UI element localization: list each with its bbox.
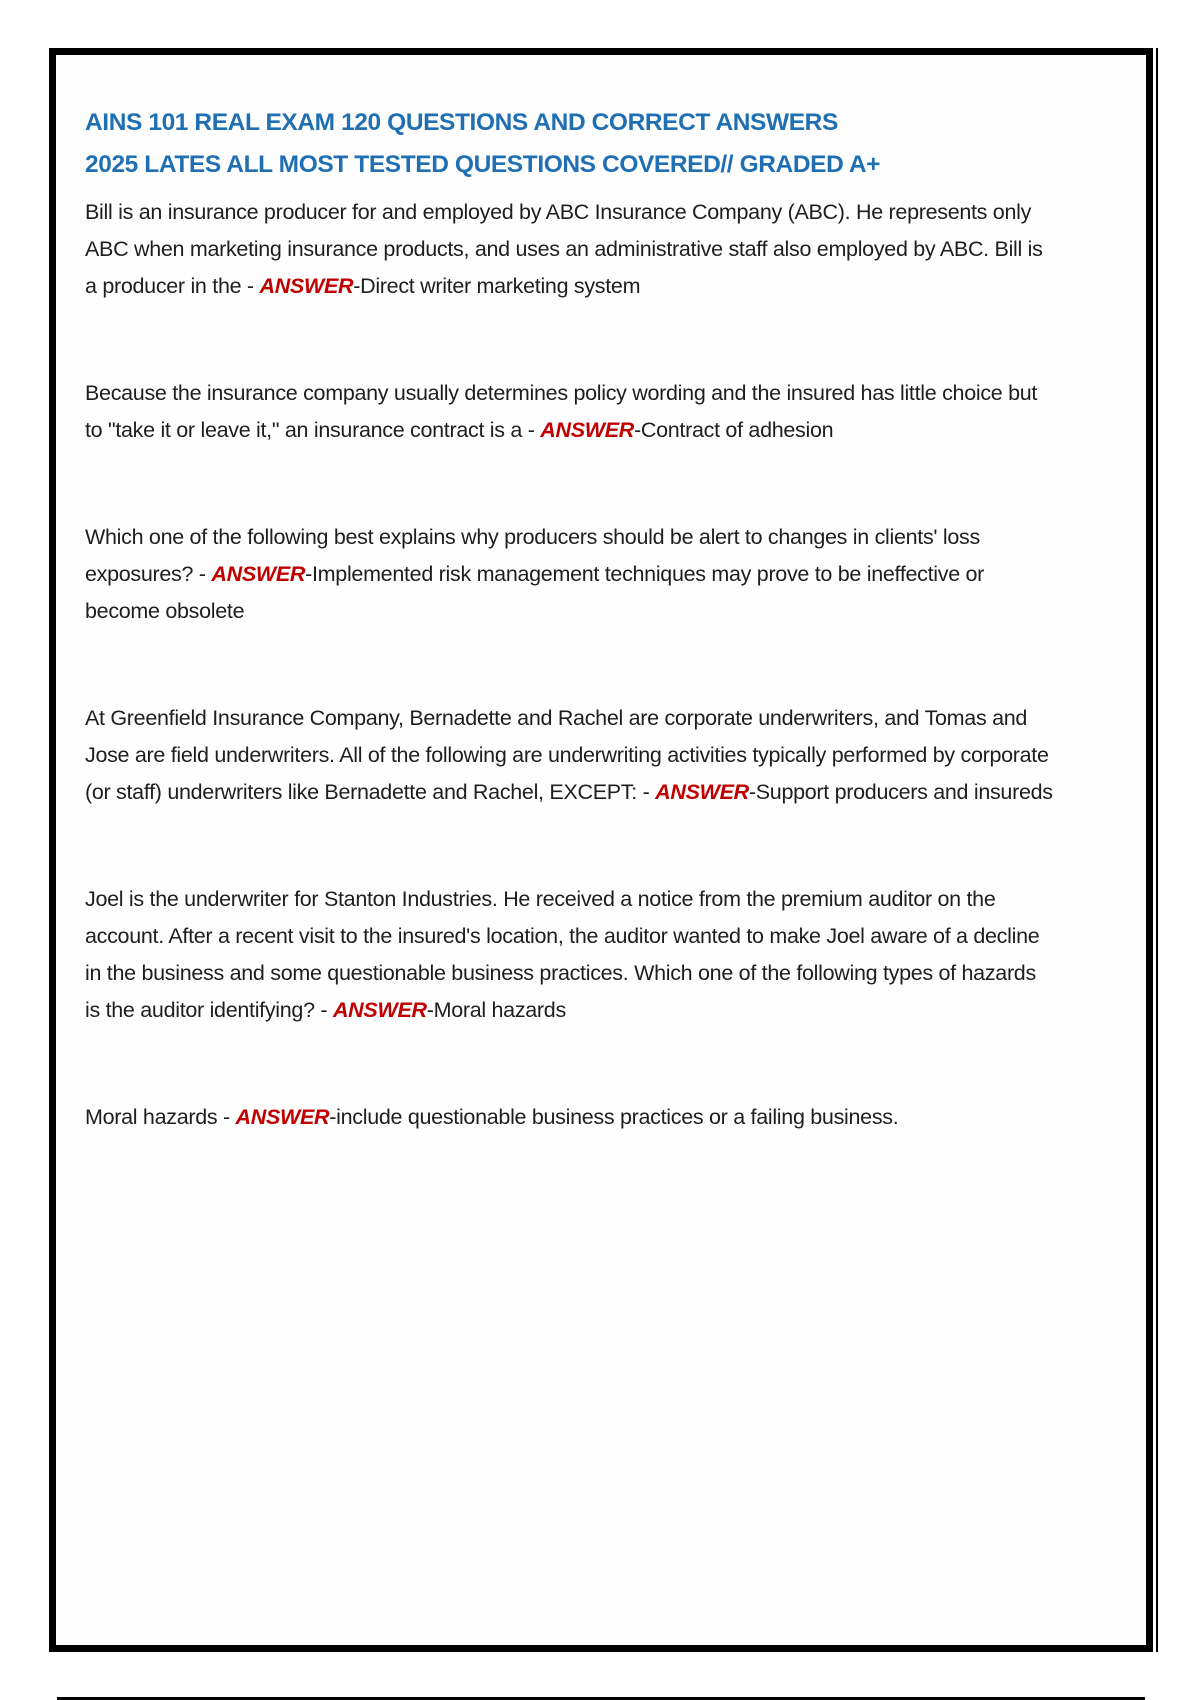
document-title <box>85 102 1055 186</box>
qa-item <box>85 700 1055 811</box>
question-text: Moral hazards - <box>85 1105 236 1129</box>
qa-item <box>85 194 1055 305</box>
answer-label: ANSWER <box>540 418 635 442</box>
question-text: Because the insurance company usually determines policy wording and the insured has little choice but to "take it or leave it," an insurance contract is a - <box>85 381 1038 442</box>
answer-text: -Moral hazards <box>426 998 566 1022</box>
answer-label: ANSWER <box>332 998 427 1022</box>
answer-text: -Implemented risk management techniques may prove to be ineffective or become obsolete <box>85 562 985 623</box>
answer-label: ANSWER <box>259 274 354 298</box>
question-text: At Greenfield Insurance Company, Bernadette and Rachel are corporate underwriters, and Tomas and Jose are field underwriters. All of the following are underwriting activities typically performed by corporate (or staff) underwriters like Bernadette and Rachel, EXCEPT: - <box>85 706 1049 804</box>
answer-text: -include questionable business practices or a failing business. <box>329 1105 899 1129</box>
question-text: Which one of the following best explains why producers should be alert to changes in clients' loss exposures? - <box>85 525 980 586</box>
answer-label: ANSWER <box>211 562 306 586</box>
title-line-2: 2025 LATES ALL MOST TESTED QUESTIONS COVERED// GRADED A+ <box>85 151 881 178</box>
qa-item <box>85 375 1055 449</box>
question-text: Bill is an insurance producer for and employed by ABC Insurance Company (ABC). He represents only ABC when marketing insurance products, and uses an administrative staff also employed by ABC. Bill is a producer in the - <box>85 200 1043 298</box>
answer-text: -Direct writer marketing system <box>353 274 641 298</box>
title-line-1: AINS 101 REAL EXAM 120 QUESTIONS AND CORRECT ANSWERS <box>85 109 838 136</box>
qa-item <box>85 881 1055 1029</box>
answer-label: ANSWER <box>655 780 749 804</box>
answer-text: -Support producers and insureds <box>748 780 1053 804</box>
qa-item <box>85 519 1055 630</box>
qa-item <box>85 1099 1055 1136</box>
answer-text: -Contract of adhesion <box>634 418 834 442</box>
answer-label: ANSWER <box>235 1105 330 1129</box>
document-content <box>85 102 1055 1206</box>
question-text: Joel is the underwriter for Stanton Industries. He received a notice from the premium auditor on the account. After a recent visit to the insured's location, the auditor wanted to make Joel aware of a decline in the business and some questionable business practices. Which one of the following types of hazards is the auditor identifying? - <box>85 887 1040 1022</box>
